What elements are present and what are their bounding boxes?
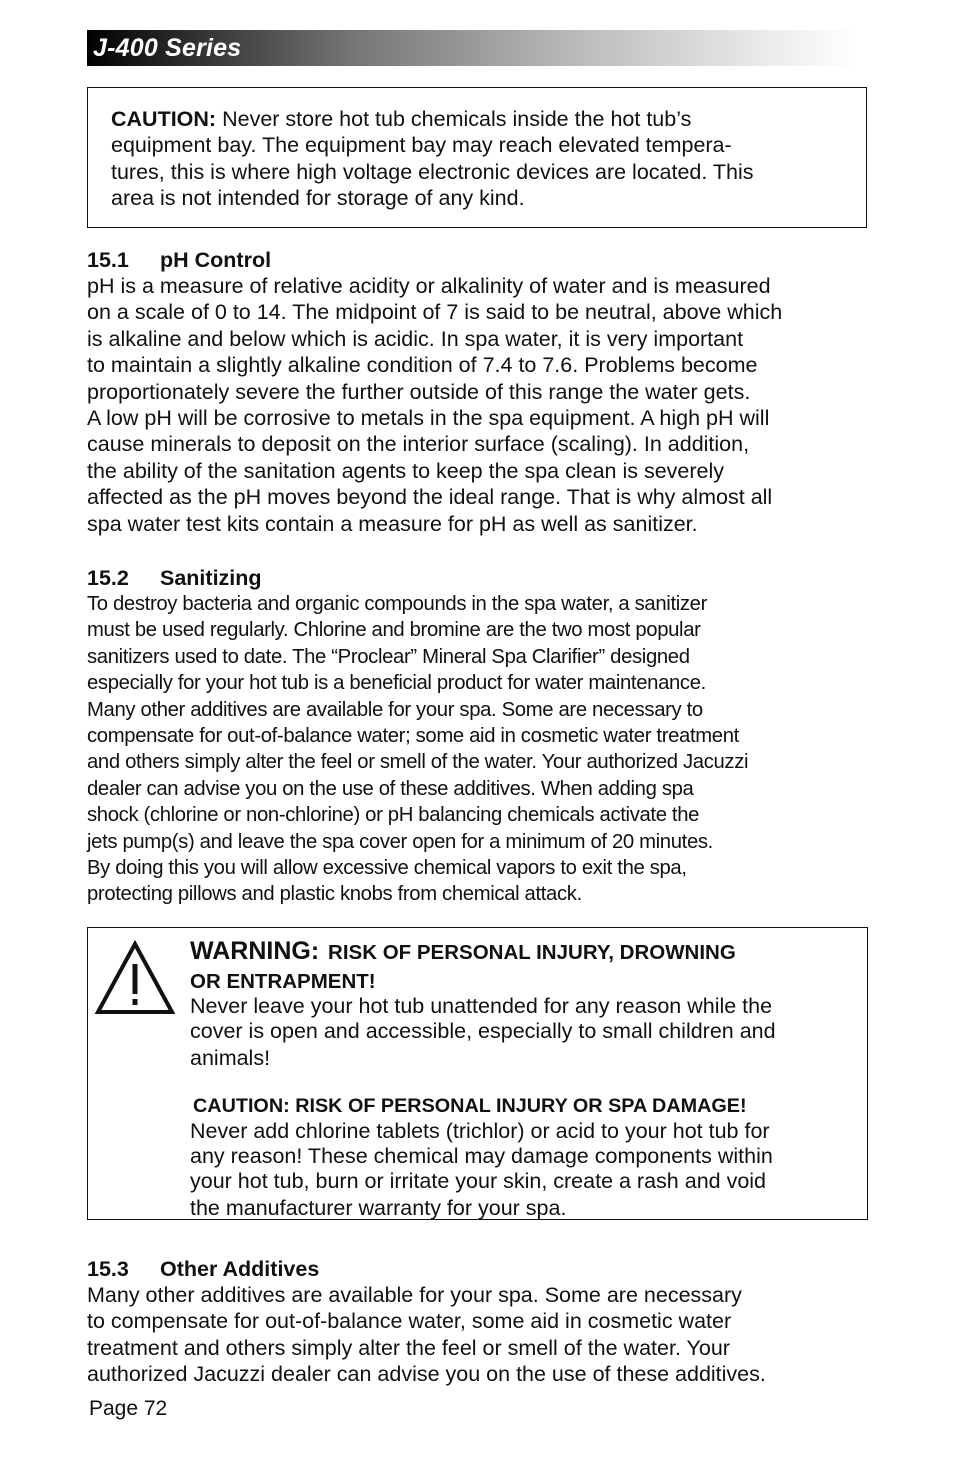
section-title: pH Control [160,248,272,272]
text-line: compensate for out-of-balance water; some aid in cosmetic water treatment [87,725,739,748]
text-line: dealer can advise you on the use of these additives. When adding spa [87,777,694,800]
section-body [87,591,877,908]
warning-heading [190,936,855,970]
section-ph-control [87,247,877,537]
text-line: to maintain a slightly alkaline condition of 7.4 to 7.6. Problems become [87,353,758,378]
caution-box [87,87,867,228]
section-heading [87,565,877,591]
text-line: Many other additives are available for your spa. Some are necessary to [87,698,703,721]
text-line: the manufacturer warranty for your spa. [190,1196,567,1220]
section-other-additives [87,1256,877,1388]
text-line: must be used regularly. Chlorine and bromine are the two most popular [87,619,701,642]
warning-box [87,927,868,1220]
text-line: affected as the pH moves beyond the ideal range. That is why almost all [87,485,773,510]
text-line: to compensate for out-of-balance water, some aid in cosmetic water [87,1309,732,1334]
text-line: authorized Jacuzzi dealer can advise you on the use of these additives. [87,1362,766,1387]
text-line: By doing this you will allow excessive chemical vapors to exit the spa, [87,857,687,880]
warning-label: WARNING: [190,937,320,965]
section-heading [87,1256,877,1282]
text-line: sanitizers used to date. The “Proclear” Mineral Spa Clarifier” designed [87,645,690,668]
text-line: the ability of the sanitation agents to keep the spa clean is severely [87,458,725,483]
caution-label: CAUTION: [111,107,217,131]
warning-heading-2: OR ENTRAPMENT! [190,970,376,993]
warning-content [190,936,855,1221]
section-title: Other Additives [160,1257,320,1281]
text-line: Never leave your hot tub unattended for any reason while the [190,994,773,1018]
section-heading [87,247,877,273]
caution-line: area is not intended for storage of any kind. [111,186,525,211]
text-line: proportionately severe the further outside of this range the water gets. [87,379,751,404]
text-line: animals! [190,1046,271,1070]
page-number: Page 72 [89,1397,168,1420]
text-line: pH is a measure of relative acidity or alkalinity of water and is measured [87,274,771,298]
text-line: Many other additives are available for your spa. Some are necessary [87,1283,742,1307]
caution-line: Never store hot tub chemicals inside the hot tub’s [216,107,692,131]
text-line: cause minerals to deposit on the interior surface (scaling). In addition, [87,432,750,457]
text-line: and others simply alter the feel or smell of the water. Your authorized Jacuzzi [87,751,749,774]
text-line: cover is open and accessible, especially to small children and [190,1019,776,1043]
text-line: your hot tub, burn or irritate your skin, create a rash and void [190,1169,767,1193]
text-line: especially for your hot tub is a beneficial product for water maintenance. [87,672,706,695]
text-line: any reason! These chemical may damage components within [190,1144,773,1168]
warning-triangle-icon [94,940,176,1016]
text-line: Never add chlorine tablets (trichlor) or acid to your hot tub for [190,1119,770,1143]
section-body [87,273,877,537]
text-line: on a scale of 0 to 14. The midpoint of 7 is said to be neutral, above which [87,300,783,325]
caution-body [190,1119,855,1221]
section-body [87,1282,877,1388]
caution-line: equipment bay. The equipment bay may reach elevated tempera- [111,133,732,158]
header-bar [87,30,857,66]
caution-line: tures, this is where high voltage electronic devices are located. This [111,159,754,184]
text-line: To destroy bacteria and organic compounds in the spa water, a sanitizer [87,593,708,615]
text-line: shock (chlorine or non-chlorine) or pH balancing chemicals activate the [87,804,700,827]
text-line: treatment and others simply alter the feel or smell of the water. Your [87,1335,730,1360]
text-line: spa water test kits contain a measure for pH as well as sanitizer. [87,511,698,536]
section-number: 15.3 [87,1257,129,1281]
section-sanitizing [87,565,877,908]
text-line: protecting pillows and plastic knobs from chemical attack. [87,883,582,906]
section-number: 15.2 [87,566,129,590]
header-title: J-400 Series [93,34,242,62]
warning-body [190,994,855,1071]
text-line: A low pH will be corrosive to metals in the spa equipment. A high pH will [87,406,770,431]
warning-heading-1: RISK OF PERSONAL INJURY, DROWNING [328,941,736,964]
caution-text [111,106,844,212]
section-number: 15.1 [87,248,129,272]
text-line: is alkaline and below which is acidic. In spa water, it is very important [87,326,744,351]
text-line: jets pump(s) and leave the spa cover open for a minimum of 20 minutes. [87,830,713,853]
caution-heading: CAUTION: RISK OF PERSONAL INJURY OR SPA DAMAGE! [193,1095,747,1117]
section-title: Sanitizing [160,566,262,590]
